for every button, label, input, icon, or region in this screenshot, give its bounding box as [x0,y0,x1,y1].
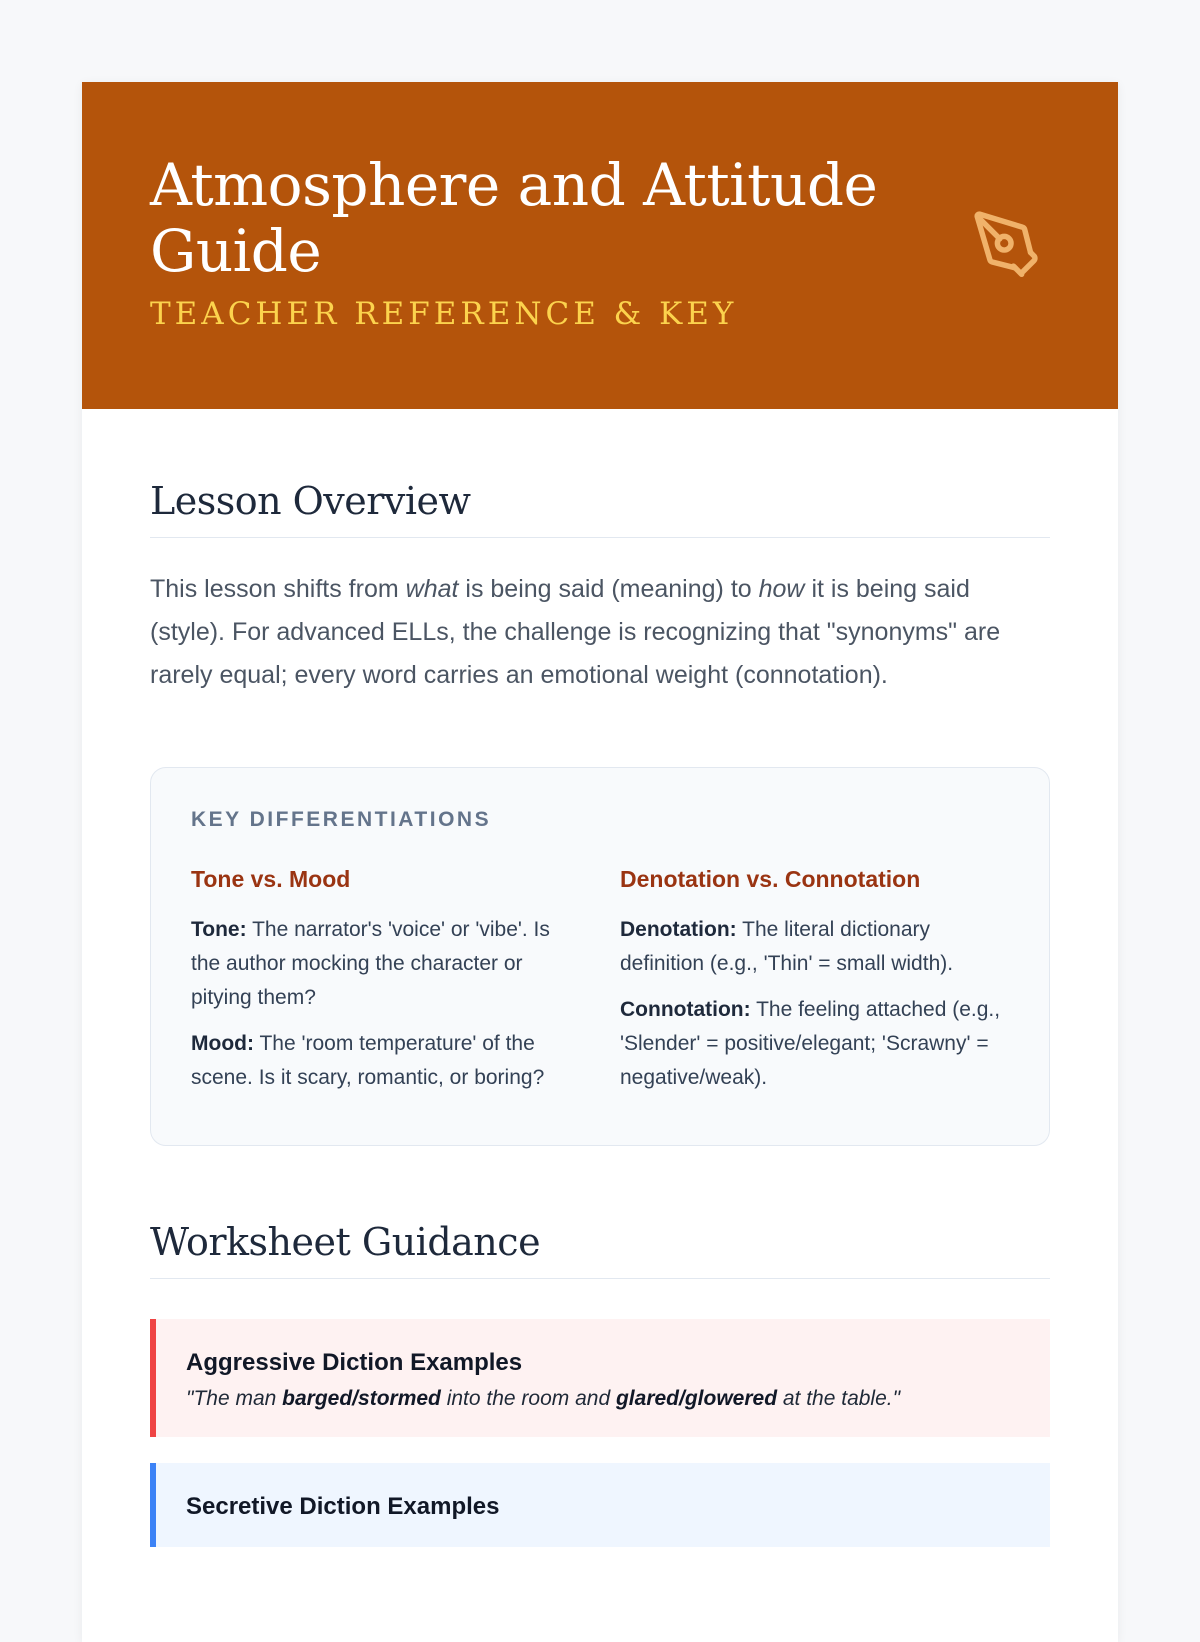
worksheet-guidance-heading: Worksheet Guidance [150,1220,1050,1279]
guide-card [82,82,1118,1642]
definition-connotation: Connotation: The feeling attached (e.g., 'Slender' = positive/elegant; 'Scrawny' = negative/weak). [620,998,1001,1089]
denotation-vs-connotation-column [620,866,1009,1107]
callout-title: Secretive Diction Examples [186,1493,500,1520]
column-heading: Denotation vs. Connotation [620,866,921,892]
aggressive-diction-callout [150,1319,1050,1437]
definition-tone: Tone: The narrator's 'voice' or 'vibe'. Is the author mocking the character or pitying them? [191,918,550,1009]
page-title: Atmosphere and Attitude Guide [150,151,878,285]
content [82,409,1118,1547]
key-differentiations-label: KEY DIFFERENTIATIONS [191,808,492,831]
column-heading: Tone vs. Mood [191,866,351,892]
tone-vs-mood-column [191,866,580,1107]
definition-mood: Mood: The 'room temperature' of the scene. Is it scary, romantic, or boring? [191,1032,545,1089]
page-subtitle: TEACHER REFERENCE & KEY [150,296,738,332]
callout-title: Aggressive Diction Examples [186,1349,523,1376]
callout-quote: "The man barged/stormed into the room and glared/glowered at the table." [186,1387,901,1410]
header-banner [82,82,1118,409]
secretive-diction-callout [150,1463,1050,1547]
definition-denotation: Denotation: The literal dictionary definition (e.g., 'Thin' = small width). [620,918,954,975]
pen-nib-icon [968,207,1050,289]
lesson-overview-heading: Lesson Overview [150,479,1050,538]
key-differentiations-box [150,767,1050,1146]
lesson-overview-text: This lesson shifts from what is being said (meaning) to how it is being said (style). For advanced ELLs, the challenge is recognizing that "synonyms" are rarely equal; every word carries an emotional weight (connotation). [150,575,1001,689]
